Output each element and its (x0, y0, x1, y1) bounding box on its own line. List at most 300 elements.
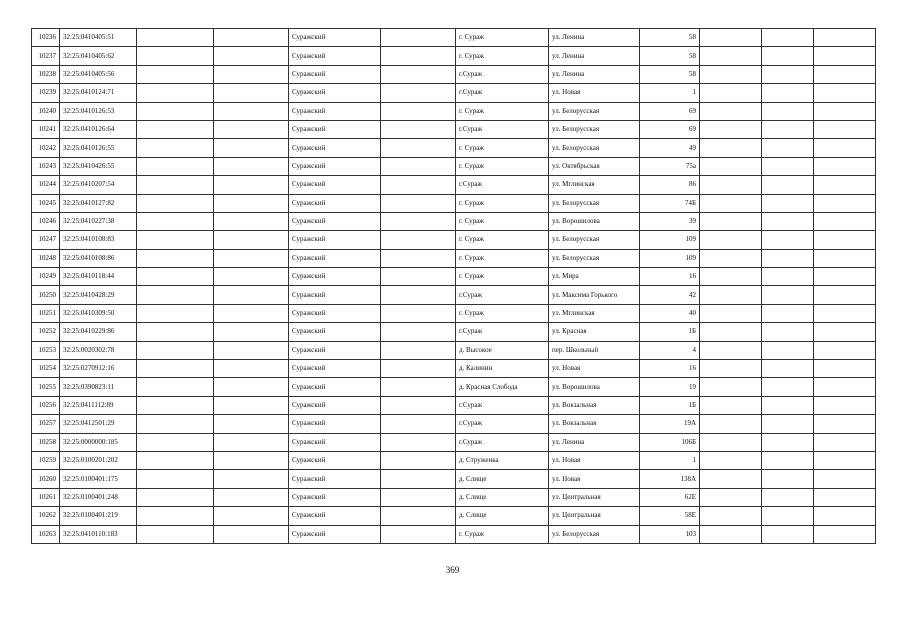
cadastral-number-cell: 32:25:0410108:86 (60, 249, 137, 267)
empty-cell (137, 120, 214, 138)
empty-cell (762, 323, 814, 341)
house-number-cell: 1 (640, 451, 700, 469)
cadastral-number-cell: 32:25:0020302:78 (60, 341, 137, 359)
table-row (32, 84, 876, 102)
table-body (32, 29, 876, 544)
empty-cell (814, 84, 876, 102)
empty-cell (137, 47, 214, 65)
table-row (32, 249, 876, 267)
district-cell: Суражский (289, 47, 381, 65)
table-row (32, 176, 876, 194)
empty-cell (137, 323, 214, 341)
empty-cell (214, 488, 289, 506)
cadastral-number-cell: 32:25:0410207:54 (60, 176, 137, 194)
empty-cell (814, 286, 876, 304)
house-number-cell: 69 (640, 120, 700, 138)
row-number-cell: 10250 (32, 286, 60, 304)
empty-cell (762, 157, 814, 175)
locality-cell: г. Сураж (456, 194, 549, 212)
empty-cell (381, 378, 456, 396)
house-number-cell: 106Б (640, 433, 700, 451)
district-cell: Суражский (289, 507, 381, 525)
table-row (32, 212, 876, 230)
street-cell: ул. Центральная (549, 488, 640, 506)
empty-cell (381, 212, 456, 230)
cadastral-number-cell: 32:25:0100201:202 (60, 451, 137, 469)
cadastral-number-cell: 32:25:0410229:86 (60, 323, 137, 341)
cadastral-number-cell: 32:25:0410405:56 (60, 65, 137, 83)
district-cell: Суражский (289, 29, 381, 47)
table-row (32, 323, 876, 341)
empty-cell (137, 433, 214, 451)
row-number-cell: 10243 (32, 157, 60, 175)
street-cell: ул. Новая (549, 451, 640, 469)
empty-cell (762, 451, 814, 469)
locality-cell: г. Сураж (456, 102, 549, 120)
empty-cell (700, 415, 762, 433)
cadastral-number-cell: 32:25:0410405:51 (60, 29, 137, 47)
empty-cell (381, 341, 456, 359)
cadastral-number-cell: 32:25:0410108:83 (60, 231, 137, 249)
table-row (32, 525, 876, 543)
house-number-cell: 86 (640, 176, 700, 194)
empty-cell (137, 194, 214, 212)
empty-cell (214, 396, 289, 414)
empty-cell (814, 360, 876, 378)
cadastral-number-cell: 32:25:0410127:82 (60, 194, 137, 212)
empty-cell (137, 139, 214, 157)
empty-cell (214, 507, 289, 525)
empty-cell (700, 102, 762, 120)
street-cell: ул. Ворошилова (549, 212, 640, 230)
row-number-cell: 10239 (32, 84, 60, 102)
empty-cell (137, 488, 214, 506)
empty-cell (700, 249, 762, 267)
row-number-cell: 10238 (32, 65, 60, 83)
row-number-cell: 10259 (32, 451, 60, 469)
house-number-cell: 49 (640, 139, 700, 157)
empty-cell (214, 378, 289, 396)
locality-cell: г. Сураж (456, 29, 549, 47)
empty-cell (137, 212, 214, 230)
row-number-cell: 10262 (32, 507, 60, 525)
empty-cell (700, 507, 762, 525)
cadastral-number-cell: 32:25:0100401:248 (60, 488, 137, 506)
empty-cell (700, 378, 762, 396)
district-cell: Суражский (289, 525, 381, 543)
locality-cell: д. Слище (456, 507, 549, 525)
table-row (32, 415, 876, 433)
empty-cell (137, 102, 214, 120)
cadastral-number-cell: 32:25:0000000:185 (60, 433, 137, 451)
empty-cell (381, 102, 456, 120)
locality-cell: г. Сураж (456, 268, 549, 286)
page-number: 369 (445, 565, 460, 575)
empty-cell (700, 488, 762, 506)
row-number-cell: 10261 (32, 488, 60, 506)
cadastral-number-cell: 32:25:0410426:55 (60, 157, 137, 175)
table-row (32, 194, 876, 212)
cadastral-number-cell: 32:25:0411112:89 (60, 396, 137, 414)
district-cell: Суражский (289, 84, 381, 102)
empty-cell (814, 102, 876, 120)
row-number-cell: 10260 (32, 470, 60, 488)
house-number-cell: 39 (640, 212, 700, 230)
locality-cell: г. Сураж (456, 304, 549, 322)
row-number-cell: 10249 (32, 268, 60, 286)
row-number-cell: 10248 (32, 249, 60, 267)
empty-cell (700, 212, 762, 230)
locality-cell: г.Сураж (456, 396, 549, 414)
table-row (32, 231, 876, 249)
empty-cell (814, 415, 876, 433)
locality-cell: г.Сураж (456, 176, 549, 194)
empty-cell (814, 29, 876, 47)
empty-cell (762, 360, 814, 378)
locality-cell: г.Сураж (456, 286, 549, 304)
locality-cell: г. Сураж (456, 47, 549, 65)
empty-cell (814, 396, 876, 414)
empty-cell (381, 84, 456, 102)
empty-cell (762, 525, 814, 543)
house-number-cell: 74Б (640, 194, 700, 212)
cadastral-number-cell: 32:25:0410110:183 (60, 525, 137, 543)
locality-cell: г.Сураж (456, 120, 549, 138)
district-cell: Суражский (289, 231, 381, 249)
empty-cell (137, 507, 214, 525)
empty-cell (214, 341, 289, 359)
row-number-cell: 10242 (32, 139, 60, 157)
street-cell: ул. Красная (549, 323, 640, 341)
empty-cell (381, 249, 456, 267)
empty-cell (762, 231, 814, 249)
street-cell: ул. Новая (549, 84, 640, 102)
empty-cell (700, 157, 762, 175)
empty-cell (762, 415, 814, 433)
empty-cell (762, 268, 814, 286)
street-cell: ул. Ленина (549, 47, 640, 65)
empty-cell (762, 470, 814, 488)
empty-cell (214, 323, 289, 341)
empty-cell (762, 65, 814, 83)
table-row (32, 378, 876, 396)
street-cell: ул. Мира (549, 268, 640, 286)
empty-cell (762, 433, 814, 451)
house-number-cell: 58 (640, 47, 700, 65)
locality-cell: г. Сураж (456, 231, 549, 249)
street-cell: пер. Школьный (549, 341, 640, 359)
empty-cell (762, 396, 814, 414)
empty-cell (814, 268, 876, 286)
district-cell: Суражский (289, 341, 381, 359)
cadastral-number-cell: 32:25:0410428:29 (60, 286, 137, 304)
empty-cell (214, 29, 289, 47)
empty-cell (762, 378, 814, 396)
locality-cell: д. Высокое (456, 341, 549, 359)
table-row (32, 507, 876, 525)
empty-cell (381, 525, 456, 543)
cadastral-number-cell: 32:25:0100401:219 (60, 507, 137, 525)
locality-cell: г. Сураж (456, 525, 549, 543)
row-number-cell: 10247 (32, 231, 60, 249)
street-cell: ул. Новая (549, 360, 640, 378)
street-cell: ул. Белорусская (549, 102, 640, 120)
empty-cell (381, 470, 456, 488)
locality-cell: д. Калинин (456, 360, 549, 378)
house-number-cell: 103 (640, 525, 700, 543)
empty-cell (814, 507, 876, 525)
cadastral-number-cell: 32:25:0410126:53 (60, 102, 137, 120)
street-cell: ул. Октябрьская (549, 157, 640, 175)
empty-cell (381, 176, 456, 194)
empty-cell (381, 451, 456, 469)
cadastral-number-cell: 32:25:0410227:38 (60, 212, 137, 230)
house-number-cell: 42 (640, 286, 700, 304)
house-number-cell: 1Б (640, 323, 700, 341)
empty-cell (700, 470, 762, 488)
empty-cell (814, 488, 876, 506)
district-cell: Суражский (289, 433, 381, 451)
row-number-cell: 10240 (32, 102, 60, 120)
street-cell: ул. Мглинская (549, 176, 640, 194)
empty-cell (381, 139, 456, 157)
empty-cell (137, 231, 214, 249)
locality-cell: г.Сураж (456, 415, 549, 433)
street-cell: ул. Мглинская (549, 304, 640, 322)
cadastral-number-cell: 32:25:0100401:175 (60, 470, 137, 488)
empty-cell (700, 47, 762, 65)
empty-cell (762, 488, 814, 506)
street-cell: ул. Белорусская (549, 231, 640, 249)
row-number-cell: 10253 (32, 341, 60, 359)
table-row (32, 470, 876, 488)
empty-cell (214, 157, 289, 175)
empty-cell (762, 47, 814, 65)
empty-cell (762, 84, 814, 102)
empty-cell (762, 139, 814, 157)
house-number-cell: 62Е (640, 488, 700, 506)
house-number-cell: 4 (640, 341, 700, 359)
district-cell: Суражский (289, 470, 381, 488)
empty-cell (762, 249, 814, 267)
empty-cell (700, 139, 762, 157)
district-cell: Суражский (289, 451, 381, 469)
empty-cell (137, 451, 214, 469)
row-number-cell: 10263 (32, 525, 60, 543)
empty-cell (214, 451, 289, 469)
empty-cell (700, 120, 762, 138)
empty-cell (814, 176, 876, 194)
empty-cell (137, 360, 214, 378)
district-cell: Суражский (289, 102, 381, 120)
empty-cell (814, 451, 876, 469)
empty-cell (762, 212, 814, 230)
row-number-cell: 10254 (32, 360, 60, 378)
empty-cell (700, 268, 762, 286)
empty-cell (214, 231, 289, 249)
locality-cell: д. Слище (456, 470, 549, 488)
empty-cell (814, 470, 876, 488)
district-cell: Суражский (289, 120, 381, 138)
cadastral-number-cell: 32:25:0390823:11 (60, 378, 137, 396)
empty-cell (137, 84, 214, 102)
empty-cell (137, 157, 214, 175)
empty-cell (137, 341, 214, 359)
empty-cell (700, 396, 762, 414)
locality-cell: г.Сураж (456, 323, 549, 341)
house-number-cell: 1Б (640, 396, 700, 414)
empty-cell (214, 360, 289, 378)
table-row (32, 286, 876, 304)
empty-cell (700, 84, 762, 102)
table-row (32, 451, 876, 469)
empty-cell (214, 249, 289, 267)
cadastral-number-cell: 32:25:0410126:64 (60, 120, 137, 138)
empty-cell (381, 360, 456, 378)
empty-cell (700, 433, 762, 451)
empty-cell (700, 525, 762, 543)
street-cell: ул. Ленина (549, 433, 640, 451)
empty-cell (700, 341, 762, 359)
cadastral-number-cell: 32:25:0410309:50 (60, 304, 137, 322)
district-cell: Суражский (289, 157, 381, 175)
row-number-cell: 10245 (32, 194, 60, 212)
empty-cell (381, 507, 456, 525)
district-cell: Суражский (289, 488, 381, 506)
empty-cell (137, 65, 214, 83)
empty-cell (214, 415, 289, 433)
house-number-cell: 19 (640, 378, 700, 396)
empty-cell (214, 139, 289, 157)
street-cell: ул. Новая (549, 470, 640, 488)
house-number-cell: 69 (640, 102, 700, 120)
street-cell: ул. Ворошилова (549, 378, 640, 396)
empty-cell (814, 65, 876, 83)
table-row (32, 268, 876, 286)
house-number-cell: 19А (640, 415, 700, 433)
empty-cell (814, 323, 876, 341)
locality-cell: г. Сураж (456, 212, 549, 230)
locality-cell: г. Сураж (456, 157, 549, 175)
house-number-cell: 75а (640, 157, 700, 175)
empty-cell (762, 341, 814, 359)
cadastral-number-cell: 32:25:0410118:44 (60, 268, 137, 286)
empty-cell (137, 268, 214, 286)
empty-cell (381, 157, 456, 175)
table-row (32, 360, 876, 378)
empty-cell (214, 268, 289, 286)
empty-cell (700, 360, 762, 378)
house-number-cell: 40 (640, 304, 700, 322)
district-cell: Суражский (289, 194, 381, 212)
street-cell: ул. Белорусская (549, 139, 640, 157)
empty-cell (814, 212, 876, 230)
row-number-cell: 10236 (32, 29, 60, 47)
empty-cell (214, 65, 289, 83)
empty-cell (381, 194, 456, 212)
empty-cell (214, 286, 289, 304)
row-number-cell: 10246 (32, 212, 60, 230)
table-row (32, 139, 876, 157)
empty-cell (214, 102, 289, 120)
empty-cell (762, 507, 814, 525)
street-cell: ул. Максима Горького (549, 286, 640, 304)
empty-cell (137, 378, 214, 396)
row-number-cell: 10252 (32, 323, 60, 341)
empty-cell (214, 433, 289, 451)
empty-cell (700, 323, 762, 341)
street-cell: ул. Вокзальная (549, 396, 640, 414)
empty-cell (137, 525, 214, 543)
empty-cell (814, 378, 876, 396)
empty-cell (381, 120, 456, 138)
empty-cell (381, 286, 456, 304)
cadastral-number-cell: 32:25:0270912:16 (60, 360, 137, 378)
row-number-cell: 10241 (32, 120, 60, 138)
empty-cell (700, 451, 762, 469)
district-cell: Суражский (289, 65, 381, 83)
locality-cell: д. Струженка (456, 451, 549, 469)
district-cell: Суражский (289, 176, 381, 194)
empty-cell (814, 120, 876, 138)
street-cell: ул. Белорусская (549, 249, 640, 267)
table-row (32, 29, 876, 47)
house-number-cell: 109 (640, 231, 700, 249)
registry-table (31, 28, 876, 544)
empty-cell (137, 249, 214, 267)
house-number-cell: 58 (640, 65, 700, 83)
row-number-cell: 10257 (32, 415, 60, 433)
empty-cell (700, 29, 762, 47)
empty-cell (214, 47, 289, 65)
district-cell: Суражский (289, 415, 381, 433)
street-cell: ул. Белорусская (549, 525, 640, 543)
empty-cell (381, 268, 456, 286)
empty-cell (814, 341, 876, 359)
table-row (32, 396, 876, 414)
empty-cell (381, 323, 456, 341)
house-number-cell: 16 (640, 268, 700, 286)
empty-cell (214, 120, 289, 138)
locality-cell: г.Сураж (456, 65, 549, 83)
empty-cell (381, 231, 456, 249)
house-number-cell: 58Е (640, 507, 700, 525)
empty-cell (137, 470, 214, 488)
street-cell: ул. Ленина (549, 29, 640, 47)
empty-cell (137, 29, 214, 47)
district-cell: Суражский (289, 323, 381, 341)
district-cell: Суражский (289, 212, 381, 230)
cadastral-number-cell: 32:25:0410405:62 (60, 47, 137, 65)
district-cell: Суражский (289, 396, 381, 414)
empty-cell (700, 176, 762, 194)
street-cell: ул. Центральная (549, 507, 640, 525)
empty-cell (814, 249, 876, 267)
empty-cell (762, 304, 814, 322)
empty-cell (214, 525, 289, 543)
empty-cell (700, 231, 762, 249)
cadastral-number-cell: 32:25:0410126:55 (60, 139, 137, 157)
empty-cell (214, 194, 289, 212)
table-row (32, 341, 876, 359)
house-number-cell: 16 (640, 360, 700, 378)
empty-cell (762, 286, 814, 304)
empty-cell (762, 120, 814, 138)
empty-cell (137, 396, 214, 414)
empty-cell (814, 139, 876, 157)
table-row (32, 102, 876, 120)
empty-cell (700, 304, 762, 322)
